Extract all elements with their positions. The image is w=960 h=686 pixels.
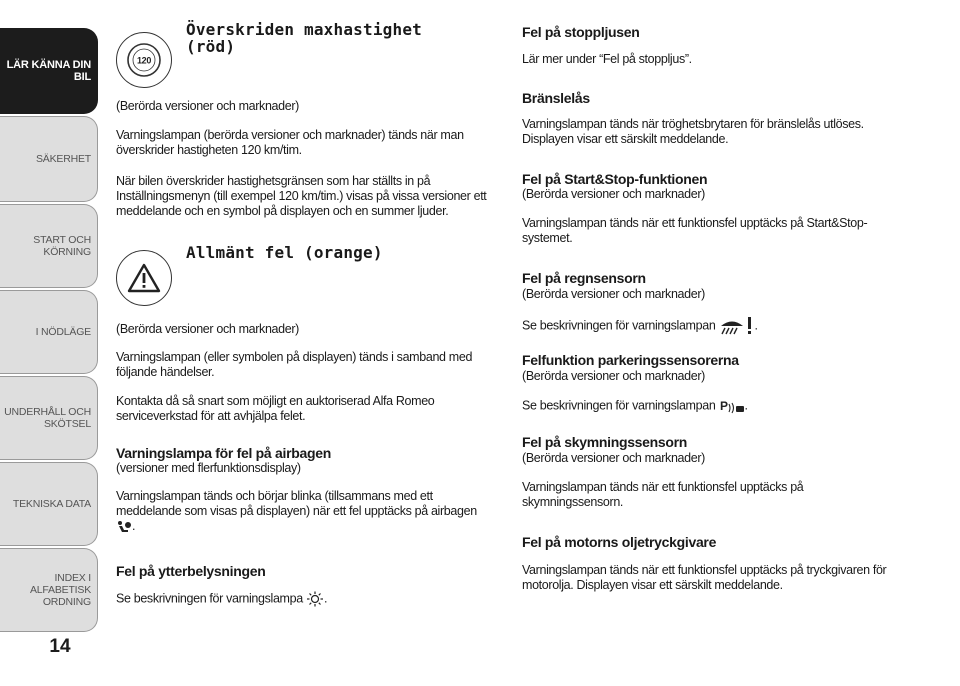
speed-versions-note: (Berörda versioner och marknader) bbox=[116, 99, 299, 113]
general-versions-note: (Berörda versioner och marknader) bbox=[116, 322, 299, 336]
parking-sensors-heading: Felfunktion parkeringssensorerna bbox=[522, 352, 739, 368]
speed-paragraph-1: Varningslampan (berörda versioner och marknader) tänds när man överskrider hastigheten 120 km/tim. bbox=[116, 128, 464, 157]
airbag-heading: Varningslampa för fel på airbagen bbox=[116, 445, 331, 461]
airbag-versions-note: (versioner med flerfunktionsdisplay) bbox=[116, 461, 301, 475]
speed-warning-heading: Överskriden maxhastighet (röd) bbox=[186, 20, 422, 56]
tab-tekniska-data[interactable]: TEKNISKA DATA bbox=[0, 462, 98, 546]
general-fault-icon bbox=[116, 250, 172, 306]
page-number: 14 bbox=[49, 636, 71, 657]
outer-lights-paragraph: Se beskrivningen för varningslampa . bbox=[116, 591, 328, 606]
speed-paragraph-2: När bilen överskrider hastighetsgränsen som har ställts in på Inställningsmenyn (till exempel 120 km/tim.) visas på vissa versioner ett meddelande och en symbol på displayen och en summer ljuder. bbox=[116, 174, 487, 218]
startstop-versions-note: (Berörda versioner och marknader) bbox=[522, 187, 705, 201]
outer-lights-heading: Fel på ytterbelysningen bbox=[116, 563, 266, 579]
airbag-warning-icon bbox=[116, 520, 132, 534]
svg-text:P: P bbox=[719, 399, 728, 413]
rain-sensor-paragraph: Se beskrivningen för varningslampan . bbox=[522, 316, 922, 336]
general-paragraph-2: Kontakta då så snart som möjligt en auktoriserad Alfa Romeo serviceverkstad för att avhjälpa felet. bbox=[116, 394, 435, 423]
brake-lights-paragraph: Lär mer under “Fel på stoppljus”. bbox=[522, 52, 692, 66]
rain-sensor-warning-icon bbox=[719, 316, 755, 336]
airbag-paragraph: Varningslampan tänds och börjar blinka (tillsammans med ett meddelande som visas på displayen) när ett fel upptäcks på airbagen . bbox=[116, 489, 477, 533]
tab-underhall-och-skotsel[interactable]: UNDERHÅLL OCH SKÖTSEL bbox=[0, 376, 98, 460]
speed-limit-sign-icon bbox=[124, 40, 164, 80]
oil-pressure-sensor-paragraph: Varningslampan tänds när ett funktionsfel upptäcks på tryckgivaren för motorolja. Displayen visar ett särskilt meddelande. bbox=[522, 563, 887, 592]
speed-limit-value: 120 bbox=[137, 55, 151, 66]
dusk-sensor-paragraph: Varningslampan tänds när ett funktionsfel upptäcks på skymningssensorn. bbox=[522, 480, 804, 509]
exterior-light-fault-icon bbox=[306, 591, 324, 607]
warning-triangle-icon bbox=[127, 263, 161, 293]
fuel-cutoff-paragraph: Varningslampan tänds när tröghetsbrytaren för bränslelås utlöses. Displayen visar ett särskilt meddelande. bbox=[522, 117, 864, 146]
fuel-cutoff-heading: Bränslelås bbox=[522, 90, 590, 106]
dusk-sensor-versions-note: (Berörda versioner och marknader) bbox=[522, 451, 705, 465]
tab-index[interactable]: INDEX I ALFABETISK ORDNING bbox=[0, 548, 98, 632]
rain-sensor-versions-note: (Berörda versioner och marknader) bbox=[522, 287, 705, 301]
oil-pressure-sensor-heading: Fel på motorns oljetryckgivare bbox=[522, 534, 717, 550]
parking-sensors-paragraph: Se beskrivningen för varningslampan P . bbox=[522, 398, 748, 413]
startstop-paragraph: Varningslampan tänds när ett funktionsfel upptäcks på Start&Stop-systemet. bbox=[522, 216, 868, 245]
brake-lights-heading: Fel på stoppljusen bbox=[522, 24, 640, 40]
tab-i-nodlage[interactable]: I NÖDLÄGE bbox=[0, 290, 98, 374]
tab-lar-kanna-din-bil[interactable]: LÄR KÄNNA DIN BIL bbox=[0, 28, 98, 114]
parking-sensors-versions-note: (Berörda versioner och marknader) bbox=[522, 369, 705, 383]
rain-sensor-heading: Fel på regnsensorn bbox=[522, 270, 646, 286]
parking-sensor-icon bbox=[719, 398, 745, 414]
startstop-heading: Fel på Start&Stop-funktionen bbox=[522, 171, 708, 187]
general-fault-heading: Allmänt fel (orange) bbox=[186, 243, 383, 262]
tab-start-och-korning[interactable]: START OCH KÖRNING bbox=[0, 204, 98, 288]
tab-sakerhet[interactable]: SÄKERHET bbox=[0, 116, 98, 202]
dusk-sensor-heading: Fel på skymningssensorn bbox=[522, 434, 688, 450]
general-paragraph-1: Varningslampan (eller symbolen på displayen) tänds i samband med följande händelser. bbox=[116, 350, 473, 379]
speed-limit-warning-icon bbox=[116, 32, 172, 88]
